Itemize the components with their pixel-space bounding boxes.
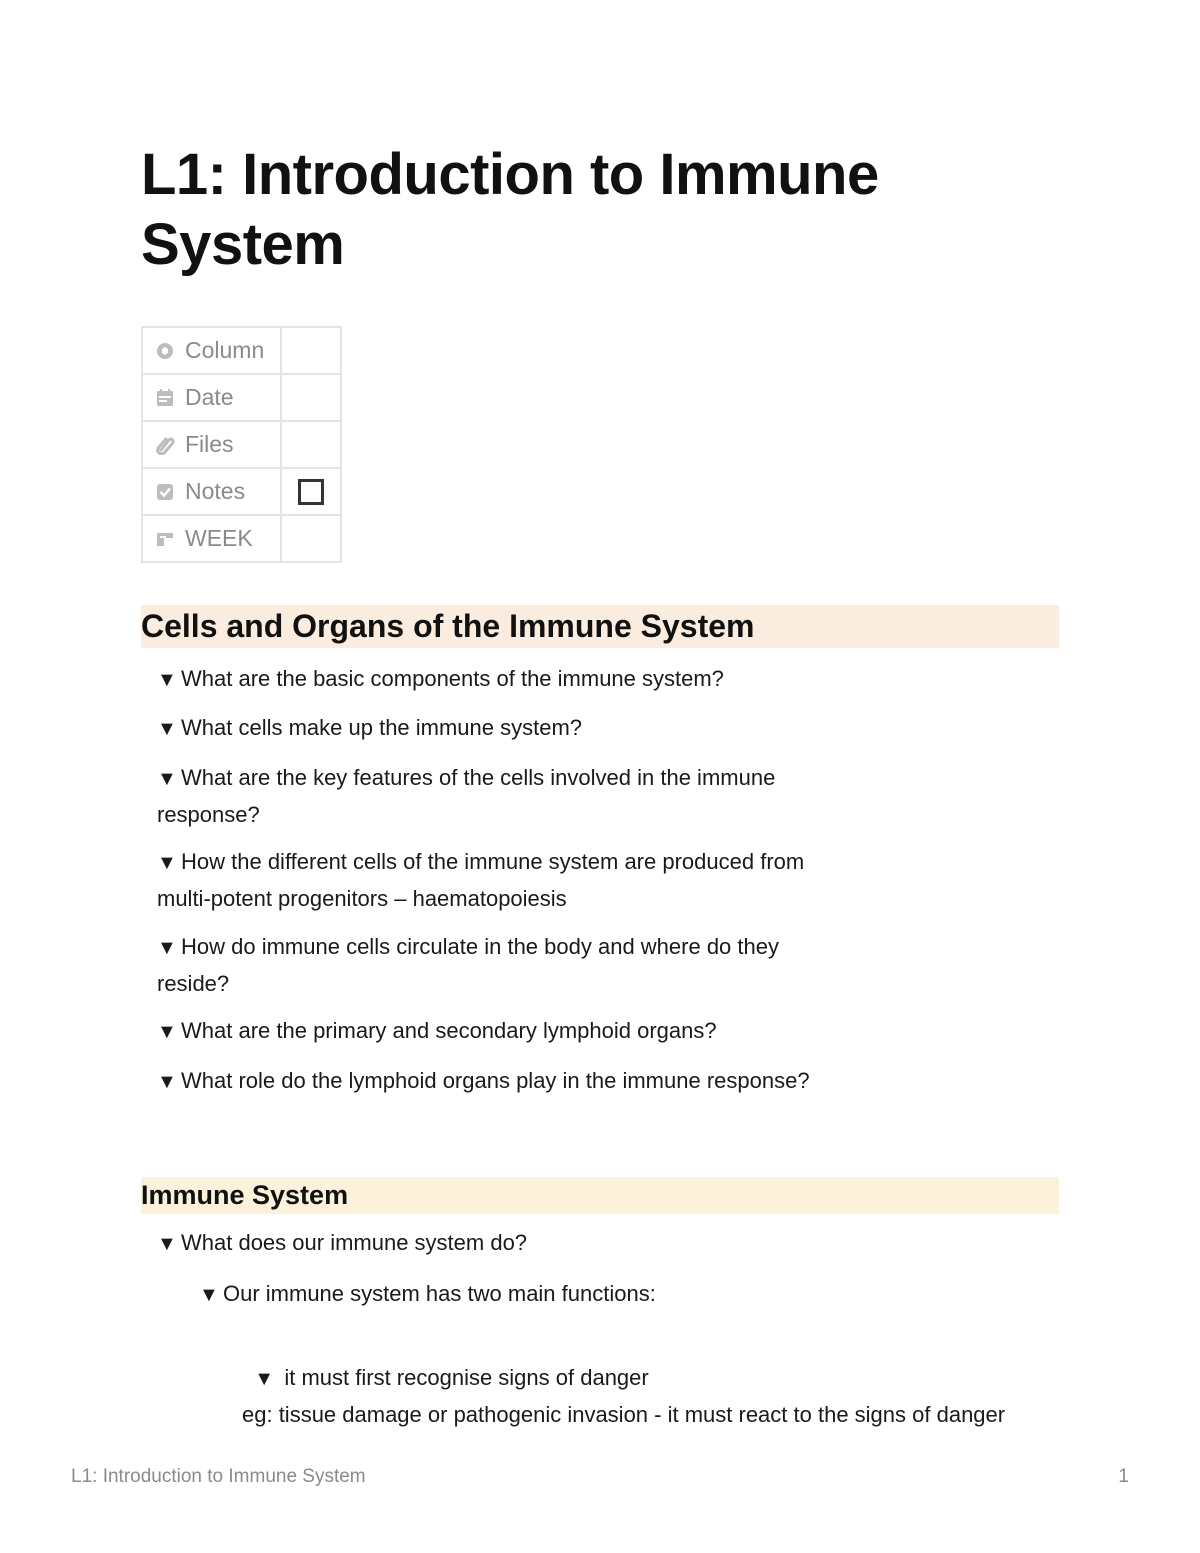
property-row-files [142,421,341,468]
paperclip-icon [155,435,175,455]
page-title: L1: Introduction to Immune System [141,142,879,277]
toggle-text-line1: How do immune cells circulate in the body and where do they [181,934,779,959]
toggle-text-line1: What are the key features of the cells involved in the immune [181,765,776,790]
toggle-text-line2: eg: tissue damage or pathogenic invasion - it must react to the signs of danger [242,1402,1006,1427]
property-label: Column [185,337,265,363]
notes-checkbox[interactable] [298,479,324,505]
footer-title: L1: Introduction to Immune System [71,1466,366,1487]
toggle-text: What cells make up the immune system? [181,715,583,740]
toggle-triangle-icon[interactable]: ▼ [157,768,177,790]
toggle-text-line2: response? [157,802,260,827]
property-value-cell[interactable] [281,374,341,421]
toggle-triangle-icon[interactable]: ▼ [199,1284,219,1306]
toggle-triangle-icon[interactable]: ▼ [157,718,177,740]
tag-circle-icon [155,341,175,361]
toggle-text-line1: it must first recognise signs of danger [278,1365,649,1390]
footer-page-number: 1 [1118,1466,1129,1487]
property-label: Date [185,384,234,410]
toggle-triangle-icon[interactable]: ▼ [157,1233,177,1255]
property-label: Notes [185,478,246,504]
toggle-triangle-icon[interactable]: ▼ [157,937,177,959]
toggle-item[interactable] [157,1063,810,1100]
property-name-cell[interactable] [142,327,281,374]
toggle-triangle-icon[interactable]: ▼ [254,1368,275,1390]
property-row-column [142,327,341,374]
toggle-item[interactable] [157,1013,717,1050]
toggle-item-nested[interactable] [242,1325,1005,1432]
toggle-item[interactable] [157,1225,527,1262]
checkbox-icon [155,482,175,502]
toggle-text-line1: How the different cells of the immune system are produced from [181,849,805,874]
toggle-text-line2: reside? [157,971,230,996]
select-icon [155,529,175,549]
toggle-triangle-icon[interactable]: ▼ [157,852,177,874]
property-label: WEEK [185,525,253,551]
toggle-text: Our immune system has two main functions: [223,1281,656,1306]
property-value-cell[interactable] [281,468,341,515]
section-heading: Cells and Organs of the Immune System [141,605,1059,648]
toggle-text: What role do the lymphoid organs play in the immune response? [181,1068,810,1093]
toggle-item[interactable] [157,929,779,1001]
toggle-item[interactable] [157,710,582,747]
toggle-text: What are the primary and secondary lymphoid organs? [181,1018,717,1043]
toggle-triangle-icon[interactable]: ▼ [157,1021,177,1043]
property-row-date [142,374,341,421]
property-name-cell[interactable] [142,515,281,562]
property-label: Files [185,431,234,457]
toggle-item-nested[interactable] [199,1276,656,1313]
toggle-text: What are the basic components of the immune system? [181,666,724,691]
toggle-text: What does our immune system do? [181,1230,528,1255]
property-name-cell[interactable] [142,468,281,515]
property-row-week [142,515,341,562]
property-value-cell[interactable] [281,327,341,374]
toggle-triangle-icon[interactable]: ▼ [157,669,177,691]
toggle-item[interactable] [157,661,724,698]
toggle-item[interactable] [157,760,775,832]
calendar-icon [155,388,175,408]
toggle-text-line2: multi-potent progenitors – haematopoiesis [157,886,567,911]
section-heading: Immune System [141,1177,1059,1214]
property-name-cell[interactable] [142,374,281,421]
property-name-cell[interactable] [142,421,281,468]
property-value-cell[interactable] [281,515,341,562]
toggle-item[interactable] [157,844,804,916]
property-row-notes [142,468,341,515]
toggle-triangle-icon[interactable]: ▼ [157,1071,177,1093]
property-value-cell[interactable] [281,421,341,468]
properties-table [141,326,342,563]
